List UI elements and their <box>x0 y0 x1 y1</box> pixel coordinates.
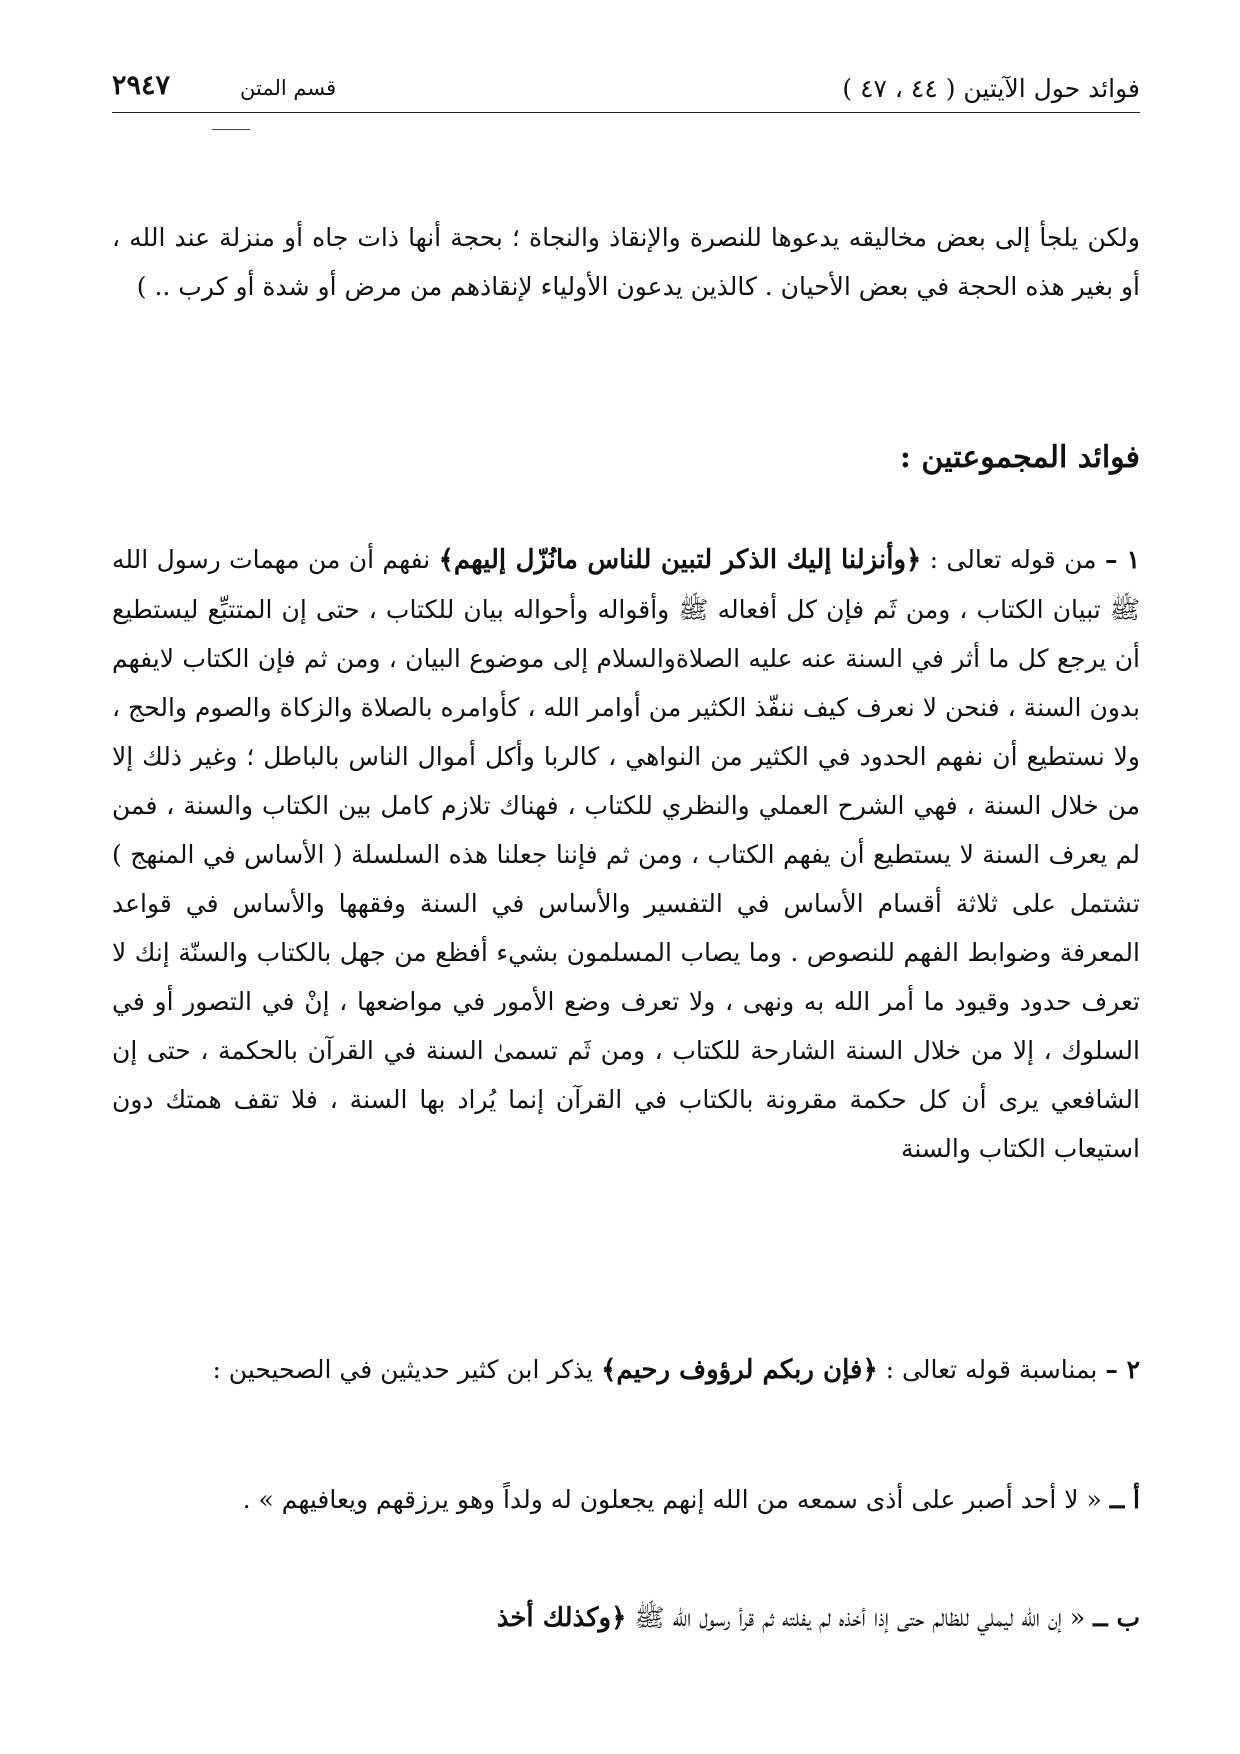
page-header <box>112 62 1140 113</box>
section-label: قسم المتن <box>240 76 337 100</box>
item-1-paragraph <box>112 535 1140 1173</box>
quran-verse: ﴿فإن ربكم لرؤوف رحيم﴾ <box>601 1355 878 1385</box>
quran-verse: ﴿وكذلك أخذ <box>496 1603 627 1633</box>
running-title: فوائد حول الآيتين ( ٤٤ ، ٤٧ ) <box>842 74 1140 103</box>
item-number: ٢ – <box>1105 1355 1140 1384</box>
item-lead: من قوله تعالى : <box>929 545 1097 574</box>
hadith-label: أ ــ <box>1109 1485 1140 1514</box>
intro-paragraph: ولكن يلجأ إلى بعض مخاليقه يدعوها للنصرة والإنقاذ والنجاة ؛ بحجة أنها ذات جاه أو منزلة عند الله ، أو بغير هذه الحجة في بعض الأحيان . كالذين يدعون الأولياء لإنقاذهم من مرض أو شدة أو كرب .. ) <box>112 223 1140 301</box>
header-rule <box>212 129 250 130</box>
item-text: يذكر ابن كثير حديثين في الصحيحين : <box>212 1355 594 1384</box>
item-text: نفهم أن من مهمات رسول الله ﷺ تبيان الكتاب ، ومن ثَم فإن كل أفعاله ﷺ وأقواله وأحواله بيان للكتاب ، حتى إن المتتبِّع ليستطيع أن يرجع كل ما أثر في السنة عنه عليه الصلاةوالسلام إلى موضوع البيان ، ومن ثم فإن الكتاب لايفهم بدون السنة ، فنحن لا نعرف كيف ننفّذ الكثير من أوامر الله ، كأوامره بالصلاة والزكاة والصوم والحج ، ولا نستطيع أن نفهم الحدود في الكثير من النواهي ، كالربا وأكل أموال الناس بالباطل ؛ وغير ذلك إلا من خلال السنة ، فهي الشرح العملي والنظري للكتاب ، فهناك تلازم كامل بين الكتاب والسنة ، فمن لم يعرف السنة لا يستطيع أن يفهم الكتاب ، ومن ثم فإننا جعلنا هذه السلسلة ( الأساس في المنهج ) تشتمل على ثلاثة أقسام الأساس في التفسير والأساس في السنة وفقهها والأساس في قواعد المعرفة وضوابط الفهم للنصوص . وما يصاب المسلمون بشيء أفظع من جهل بالكتاب والسنّة إنك لا تعرف حدود وقيود ما أمر الله به ونهى ، ولا تعرف وضع الأمور في مواضعها ، إنْ في التصور أو في السلوك ، إلا من خلال السنة الشارحة للكتاب ، ومن ثَم تسمىٰ السنة في القرآن بالحكمة ، حتى إن الشافعي يرى أن كل حكمة مقرونة بالكتاب في القرآن إنما يُراد بها السنة ، فلا تقف همتك دون استيعاب الكتاب والسنة <box>112 545 1140 1163</box>
section-heading: فوائد المجموعتين : <box>899 440 1140 475</box>
hadith-text: « لا أحد أصبر على أذى سمعه من الله إنهم يجعلون له ولداً وهو يرزقهم ويعافيهم » . <box>242 1485 1102 1514</box>
item-2-paragraph <box>112 1345 1140 1395</box>
item-lead: بمناسبة قوله تعالى : <box>885 1355 1098 1384</box>
hadith-a <box>112 1475 1140 1524</box>
page-number: ٢٩٤٧ <box>112 70 171 101</box>
hadith-b <box>112 1593 1140 1643</box>
item-number: ١ – <box>1104 545 1140 574</box>
hadith-text: « إن الله ليملي للظالم حتى إذا أخذه لم يفلته ثم قرأ رسول الله ﷺ <box>634 1603 1086 1632</box>
hadith-label: ب ــ <box>1093 1603 1140 1632</box>
quran-verse: ﴿وأنزلنا إليك الذكر لتبين للناس مانُزّل إليهم﴾ <box>438 545 922 575</box>
